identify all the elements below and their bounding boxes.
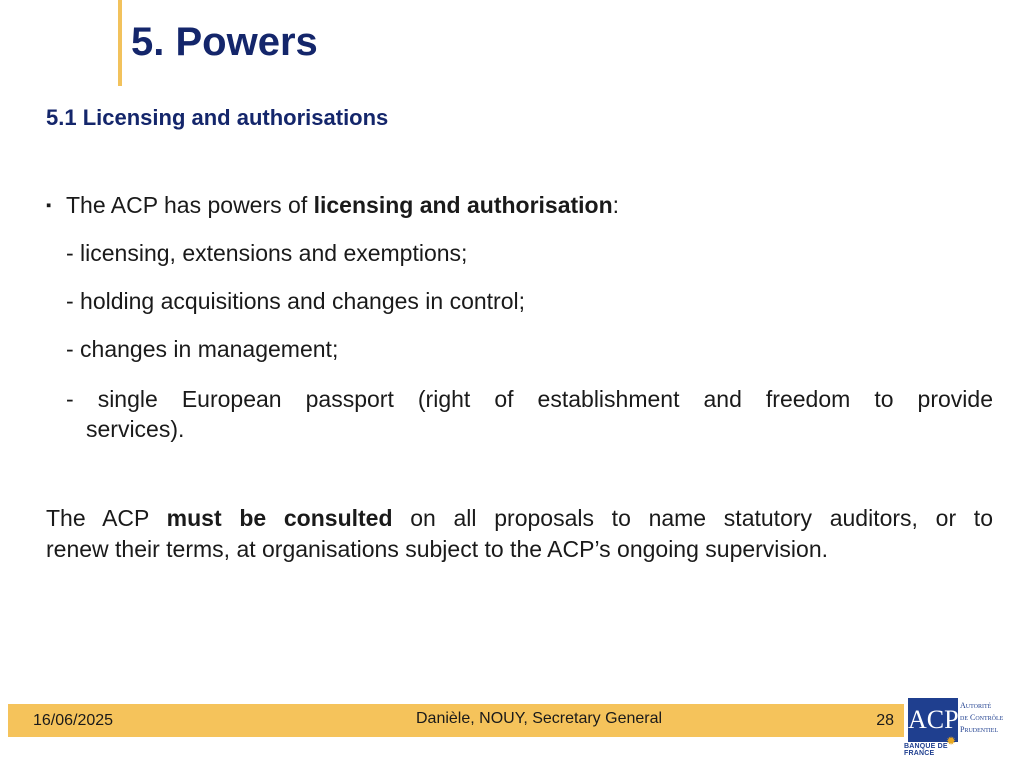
- logo-line-2: de Contrôle: [960, 713, 1004, 722]
- list-item-passport-continued: services).: [86, 416, 185, 442]
- consultation-paragraph: [46, 503, 993, 565]
- footer-author: Danièle, NOUY, Secretary General: [416, 710, 663, 727]
- paragraph-line-2: renew their terms, at organisations subject to the ACP’s ongoing supervision.: [46, 536, 828, 562]
- footer-date: 16/06/2025: [33, 712, 114, 729]
- list-item-acquisitions: - holding acquisitions and changes in control;: [66, 288, 526, 314]
- paragraph-line1-rest: on all proposals to name statutory auditors, or to: [392, 505, 993, 531]
- logo-line-1: Autorité: [960, 701, 992, 710]
- list-item-management: - changes in management;: [66, 336, 339, 362]
- title-accent-bar: [118, 0, 122, 86]
- page-number: 28: [876, 712, 894, 729]
- paragraph-line-1: [46, 503, 993, 534]
- paragraph-prefix: The ACP: [46, 505, 167, 531]
- logo-acronym: ACP: [908, 698, 958, 742]
- logo-line-3: Prudentiel: [960, 725, 999, 734]
- logo-text: [960, 700, 1016, 736]
- list-item-licensing: - licensing, extensions and exemptions;: [66, 240, 468, 266]
- bullet-bold: licensing and authorisation: [313, 192, 613, 218]
- acp-logo: [904, 696, 1016, 760]
- list-item-passport: - single European passport (right of establishment and freedom to provide: [66, 386, 993, 412]
- bullet-point: [46, 192, 619, 219]
- sun-icon: ✹: [946, 734, 957, 748]
- logo-bank-name: BANQUE DE FRANCE: [904, 743, 948, 757]
- bullet-suffix: :: [612, 192, 620, 218]
- paragraph-bold: must be consulted: [166, 505, 393, 531]
- bullet-square-icon: ▪: [46, 197, 52, 214]
- section-subtitle: 5.1 Licensing and authorisations: [46, 105, 389, 130]
- footer-bar: [8, 704, 904, 737]
- bullet-prefix: The ACP has powers of: [66, 192, 314, 218]
- slide-title: 5. Powers: [131, 20, 318, 64]
